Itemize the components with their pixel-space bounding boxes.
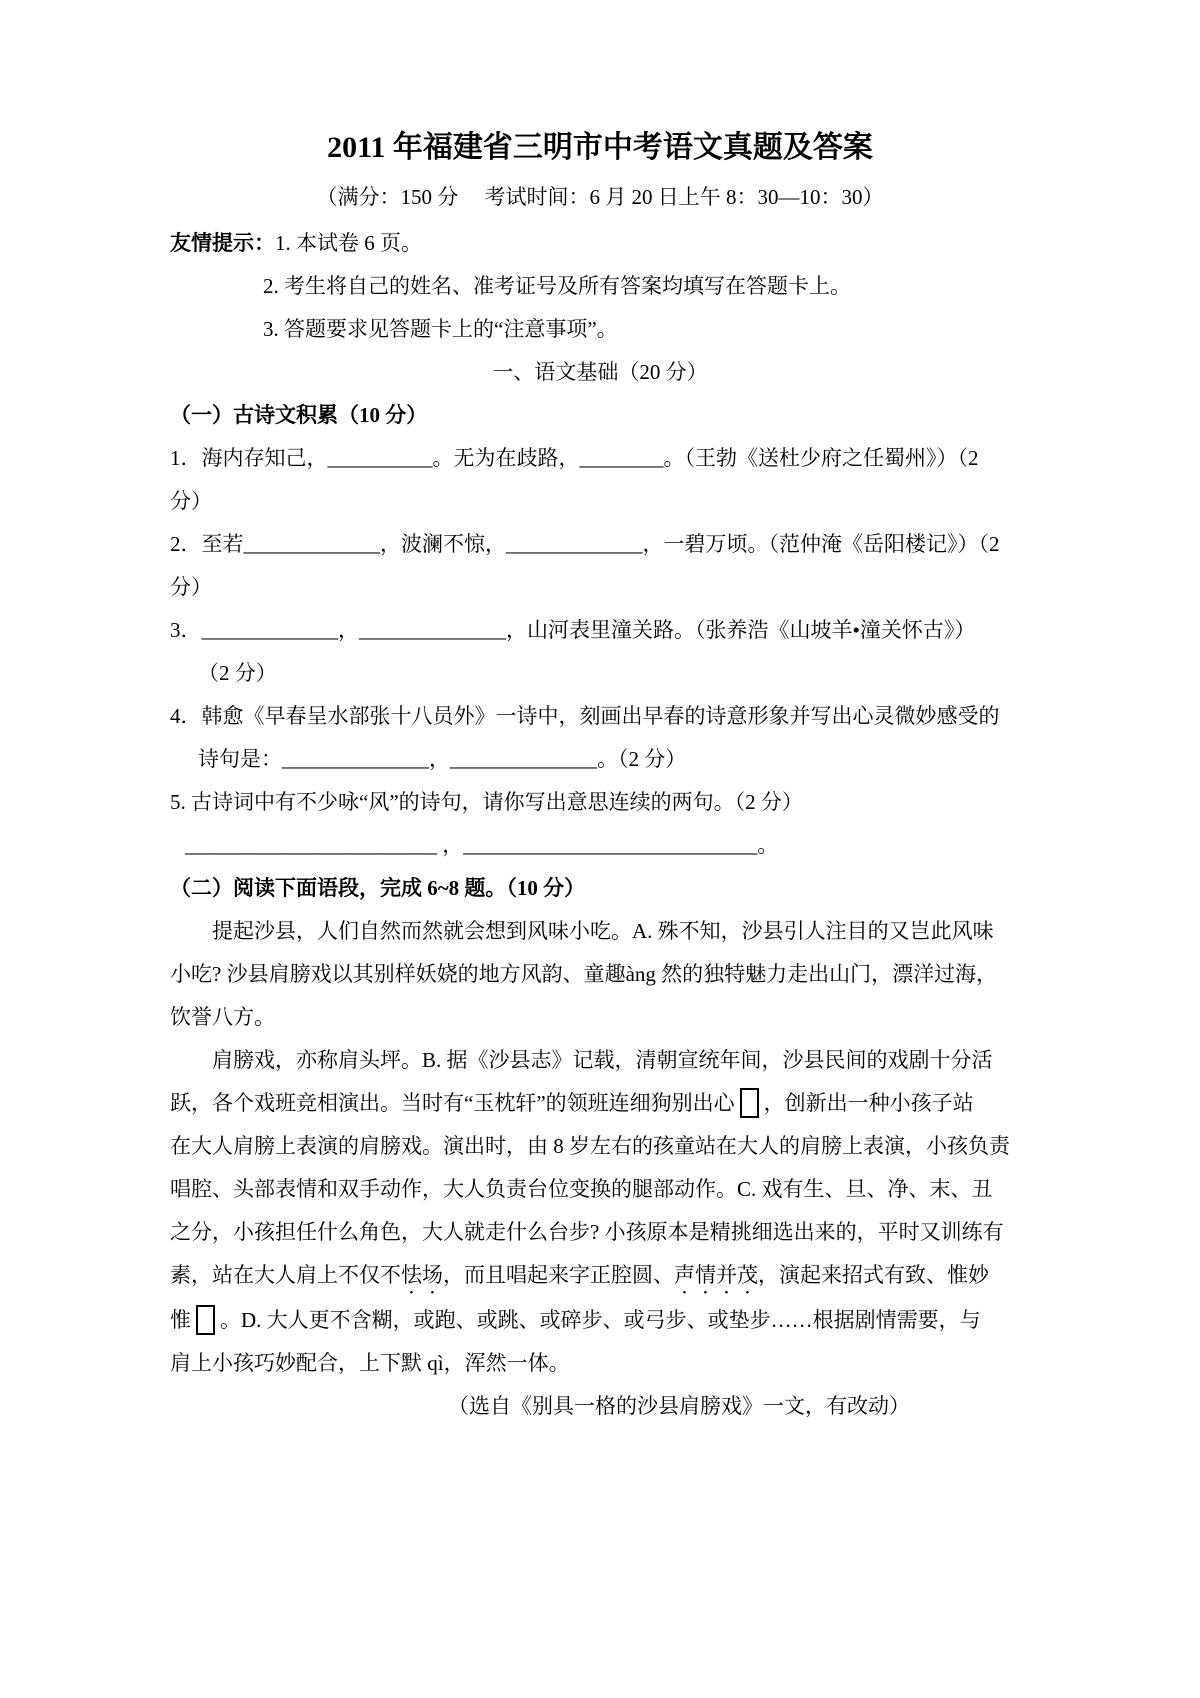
passage-text: 跃，各个戏班竞相演出。当时有“玉枕轩”的领班连细狗别出心 [170, 1091, 735, 1115]
passage-text: ，创新出一种小孩子站 [763, 1091, 974, 1115]
passage-2-line-3: 在大人肩膀上表演的肩膀戏。演出时，由 8 岁左右的孩童站在大人的肩膀上表演，小孩负责 [170, 1134, 1010, 1158]
notice-item-2: 2. 考生将自己的姓名、准考证号及所有答案均填写在答题卡上。 [263, 274, 851, 298]
blank-character-box-1 [740, 1088, 759, 1118]
question-5-line-1: 5. 古诗词中有不少咏“风”的诗句，请你写出意思连续的两句。（2 分） [170, 790, 803, 814]
passage-2-line-5: 之分，小孩担任什么角色，大人就走什么台步? 小孩原本是精挑细选出来的，平时又训练有 [170, 1220, 1004, 1244]
part-1-heading: （一）古诗文积累（10 分） [170, 403, 428, 427]
passage-2-line-4: 唱腔、头部表情和双手动作，大人负责台位变换的腿部动作。C. 戏有生、旦、净、末、丑 [170, 1177, 993, 1201]
passage-2-line-8: 肩上小孩巧妙配合，上下默 qì，浑然一体。 [170, 1351, 570, 1375]
passage-text: 。D. 大人更不含糊，或跑、或跳、或碎步、或弓步、或垫步……根据剧情需要，与 [220, 1308, 981, 1332]
passage-text: 素，站在大人肩上不仅不 [170, 1263, 401, 1287]
passage-2-line-1: 肩膀戏，亦称肩头坪。B. 据《沙县志》记载，清朝宣统年间，沙县民间的戏剧十分活 [212, 1048, 993, 1072]
passage-2-line-2 [170, 1082, 1030, 1125]
passage-text: ，而且唱起来字正腔圆、 [443, 1263, 674, 1287]
passage-1-line-1: 提起沙县，人们自然而然就会想到风味小吃。A. 殊不知，沙县引人注目的又岂此风味 [212, 919, 994, 943]
question-3-line-2: （2 分） [198, 661, 277, 685]
exam-info-line: （满分：150 分 考试时间：6 月 20 日上午 8：30—10：30） [316, 185, 884, 209]
question-4-line-1: 4．韩愈《早春呈水部张十八员外》一诗中，刻画出早春的诗意形象并写出心灵微妙感受的 [170, 704, 1000, 728]
passage-attribution: （选自《别具一格的沙县肩膀戏》一文，有改动） [448, 1394, 910, 1418]
passage-2-line-7 [170, 1299, 1030, 1342]
notice-item-3: 3. 答题要求见答题卡上的“注意事项”。 [263, 317, 618, 341]
page-title: 2011 年福建省三明市中考语文真题及答案 [327, 131, 873, 164]
blank-character-box-2 [196, 1305, 215, 1335]
notice-row-1 [170, 222, 1030, 265]
emphasized-word-shengqingbingmao: 声情并茂 [674, 1263, 758, 1287]
notice-label: 友情提示： [170, 231, 275, 255]
question-3-line-1: 3．_____________，______________，山河表里潼关路。（张养浩《山坡羊•潼关怀古》） [170, 618, 976, 642]
question-2-line-1: 2．至若_____________，波澜不惊，_____________，一碧万顷。（范仲淹《岳阳楼记》）（2 [170, 532, 1000, 556]
passage-text: ，演起来招式有致、惟妙 [758, 1263, 989, 1287]
passage-1-line-2: 小吃? 沙县肩膀戏以其别样妖娆的地方风韵、童趣àng 然的独特魅力走出山门，漂洋过海， [170, 962, 998, 986]
emphasized-word-qiechang: 怯场 [401, 1263, 443, 1287]
question-1-line-2: 分） [170, 489, 212, 513]
question-2-line-2: 分） [170, 575, 212, 599]
section-1-heading: 一、语文基础（20 分） [492, 360, 708, 384]
question-5-answer-blanks: ________________________ ，____________________________。 [185, 833, 779, 857]
passage-2-line-6 [170, 1254, 1030, 1299]
passage-1-line-3: 饮誉八方。 [170, 1005, 275, 1029]
question-4-line-2: 诗句是：______________，______________。（2 分） [198, 747, 687, 771]
passage-text: 惟 [170, 1308, 191, 1332]
part-2-heading: （二）阅读下面语段，完成 6~8 题。（10 分） [170, 876, 586, 900]
notice-item-1: 1. 本试卷 6 页。 [275, 231, 422, 255]
question-1-line-1: 1．海内存知己，__________。无为在歧路，________。（王勃《送杜少府之任蜀州》）（2 [170, 446, 979, 470]
